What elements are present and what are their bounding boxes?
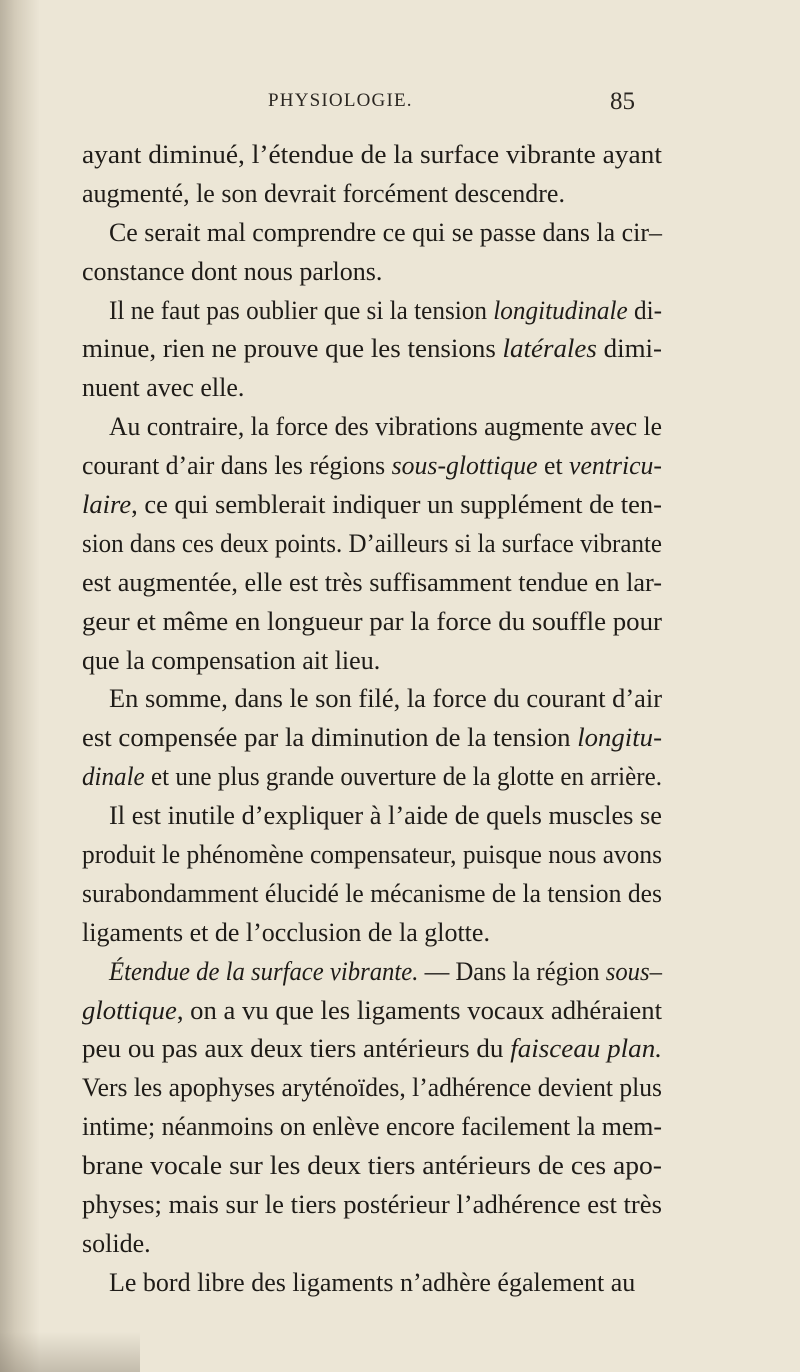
text-run: En somme, dans le son filé, la force du courant d’air — [109, 684, 662, 714]
text-run: Le bord libre des ligaments n’adhère également au — [109, 1267, 636, 1297]
text-line — [82, 447, 662, 486]
text-line — [82, 486, 662, 525]
italic-term: longitu- — [577, 723, 662, 753]
italic-term: longitudinale — [493, 295, 628, 325]
text-line — [82, 292, 662, 331]
text-run: — Dans la région — [418, 956, 606, 986]
text-line — [82, 1069, 662, 1108]
text-run: , ce qui semblerait indiquer un supplément de ten- — [131, 490, 662, 520]
text-line — [82, 369, 662, 408]
text-run: Ce serait mal comprendre ce qui se passe dans la cir– — [109, 217, 662, 247]
text-run: produit le phénomène compensateur, puisque nous avons — [82, 840, 662, 870]
text-run: nuent avec elle. — [82, 373, 245, 403]
text-run: ayant diminué, l’étendue de la surface vibrante ayant — [82, 140, 662, 169]
italic-term: glottique — [82, 995, 177, 1025]
text-line — [82, 1108, 662, 1147]
text-line — [82, 758, 662, 797]
text-run: et — [537, 451, 570, 481]
text-line — [82, 1225, 662, 1264]
text-line — [82, 525, 662, 564]
text-run: Vers les apophyses aryténoïdes, l’adhérence devient plus — [82, 1073, 662, 1103]
text-line — [82, 1264, 662, 1303]
text-line — [82, 953, 662, 992]
page-corner-shadow — [0, 1332, 140, 1372]
italic-term: dinale — [82, 762, 145, 792]
text-line — [82, 408, 662, 447]
italic-term: Étendue de la surface vibrante. — [109, 956, 419, 986]
text-run: augmenté, le son devrait forcément descendre. — [82, 178, 565, 208]
text-run: Au contraire, la force des vibrations augmente avec le — [109, 412, 662, 442]
text-run: geur et même en longueur par la force du souffle pour — [82, 606, 662, 636]
text-line — [82, 564, 662, 603]
text-line — [82, 603, 662, 642]
italic-term: sous– — [605, 956, 662, 986]
text-line — [82, 836, 662, 875]
text-line — [82, 1147, 662, 1186]
text-run: ligaments et de l’occlusion de la glotte. — [82, 917, 490, 947]
text-run: est compensée par la diminution de la tension — [82, 723, 578, 753]
text-line — [82, 253, 662, 292]
text-line — [82, 136, 662, 175]
text-run: est augmentée, elle est très suffisamment tendue en lar- — [82, 567, 662, 597]
text-line — [82, 214, 662, 253]
text-run: Il ne faut pas oublier que si la tension — [109, 295, 494, 325]
text-line — [82, 680, 662, 719]
text-run: courant d’air dans les régions — [82, 451, 392, 481]
text-line — [82, 330, 662, 369]
text-line — [82, 1186, 662, 1225]
running-head: PHYSIOLOGIE. — [268, 90, 413, 111]
text-run: intime; néanmoins on enlève encore facilement la mem- — [82, 1112, 662, 1142]
body-text — [82, 136, 662, 1303]
italic-term: faisceau plan. — [510, 1034, 662, 1064]
text-line — [82, 797, 662, 836]
text-line — [82, 1030, 662, 1069]
page-edge-shadow — [0, 0, 40, 1372]
text-line — [82, 719, 662, 758]
text-line — [82, 992, 662, 1031]
text-run: surabondamment élucidé le mécanisme de la tension des — [82, 878, 662, 908]
italic-term: laire — [82, 490, 132, 520]
text-line — [82, 875, 662, 914]
text-line — [82, 175, 662, 214]
italic-term: sous-glottique — [391, 451, 538, 481]
italic-term: latérales — [502, 334, 597, 364]
page-number: 85 — [610, 88, 635, 115]
text-run: sion dans ces deux points. D’ailleurs si la surface vibrante — [82, 528, 662, 558]
text-run: et une plus grande ouverture de la glotte en arrière. — [144, 762, 662, 792]
text-run: minue, rien ne prouve que les tensions — [82, 334, 503, 364]
text-line — [82, 914, 662, 953]
italic-term: ventricu- — [569, 451, 662, 481]
text-run: brane vocale sur les deux tiers antérieurs de ces apo- — [82, 1151, 662, 1181]
text-run: constance dont nous parlons. — [82, 256, 383, 286]
text-run: , on a vu que les ligaments vocaux adhéraient — [176, 995, 662, 1025]
text-run: Il est inutile d’expliquer à l’aide de quels muscles se — [109, 801, 662, 831]
text-line — [82, 642, 662, 681]
text-run: physes; mais sur le tiers postérieur l’adhérence est très — [82, 1190, 662, 1220]
text-run: peu ou pas aux deux tiers antérieurs du — [82, 1034, 511, 1064]
text-run: que la compensation ait lieu. — [82, 645, 381, 675]
text-run: solide. — [82, 1228, 151, 1258]
text-run: dimi- — [596, 334, 662, 364]
text-run: di- — [627, 295, 662, 325]
page-header — [268, 90, 635, 120]
